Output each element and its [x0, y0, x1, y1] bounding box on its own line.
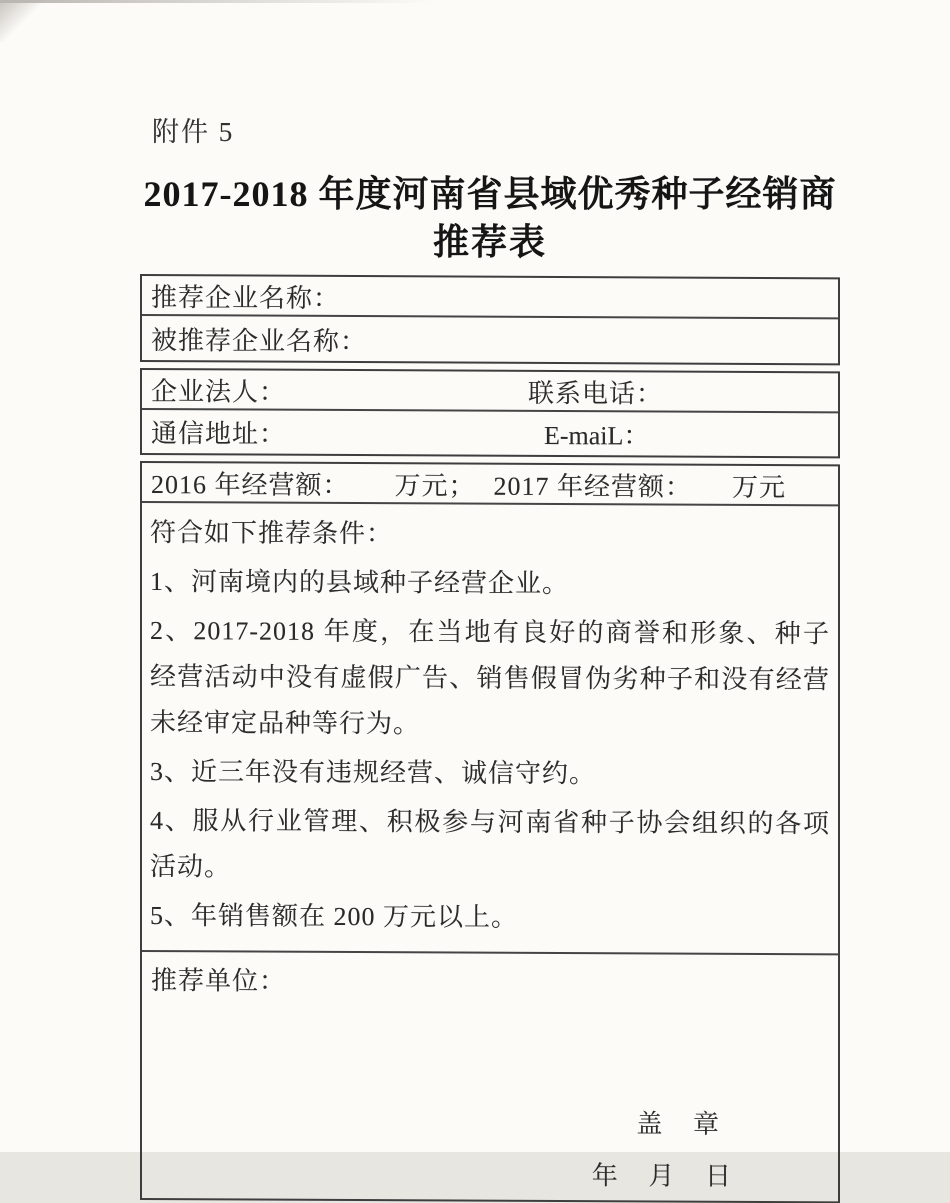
form-title-line2: 推荐表: [432, 222, 547, 262]
field-legal-person-and-phone: [142, 370, 838, 411]
email-label: E-maiL：: [544, 420, 650, 451]
field-address-and-email: [142, 408, 838, 456]
condition-item: 5、年销售额在 200 万元以上。: [150, 901, 519, 932]
revenue-2016-label: 2016 年经营额：: [151, 469, 350, 500]
condition-item: 4、服从行业管理、积极参与河南省种子协会组织的各项活动。: [150, 806, 830, 882]
form-title-line1: 2017-2018 年度河南省县域优秀种子经销商: [143, 174, 837, 214]
field-recommender-name: [142, 276, 838, 317]
field-recommended-name: [142, 314, 838, 363]
table-section-names: [140, 274, 840, 365]
revenue-2017-unit: 万元: [732, 472, 787, 502]
postal-address-label: 通信地址：: [151, 419, 287, 449]
conditions-heading: 符合如下推荐条件：: [150, 518, 394, 549]
recommendation-conditions-cell: [142, 501, 838, 953]
legal-person-label: 企业法人：: [151, 376, 287, 407]
recommendation-form-table: [140, 274, 840, 1203]
condition-item: 3、近三年没有违规经营、诚信守约。: [150, 757, 597, 789]
field-annual-revenue: [142, 463, 838, 504]
condition-item: 1、河南境内的县域种子经营企业。: [150, 567, 570, 599]
condition-item: 2、2017-2018 年度，在当地有良好的商誉和形象、种子经营活动中没有虚假广告、销售假冒伪劣种子和没有经营未经审定品种等行为。: [150, 616, 830, 739]
table-section-contacts: [140, 368, 840, 458]
recommending-unit-label: 推荐单位：: [151, 966, 287, 996]
contact-phone-label: 联系电话：: [528, 378, 664, 409]
recommended-name-label: 被推荐企业名称：: [151, 325, 368, 356]
attachment-label: 附件 5: [152, 117, 235, 147]
seal-placeholder: 盖 章: [636, 1109, 720, 1139]
recommending-unit-cell: [142, 950, 838, 1201]
revenue-2017-label: 2017 年经营额：: [493, 471, 693, 502]
document-body: [140, 0, 840, 1200]
revenue-2016-unit: 万元；: [394, 470, 476, 501]
date-placeholder: 年 月 日: [591, 1161, 732, 1191]
table-section-main: [140, 461, 840, 1203]
recommender-name-label: 推荐企业名称：: [151, 282, 341, 313]
